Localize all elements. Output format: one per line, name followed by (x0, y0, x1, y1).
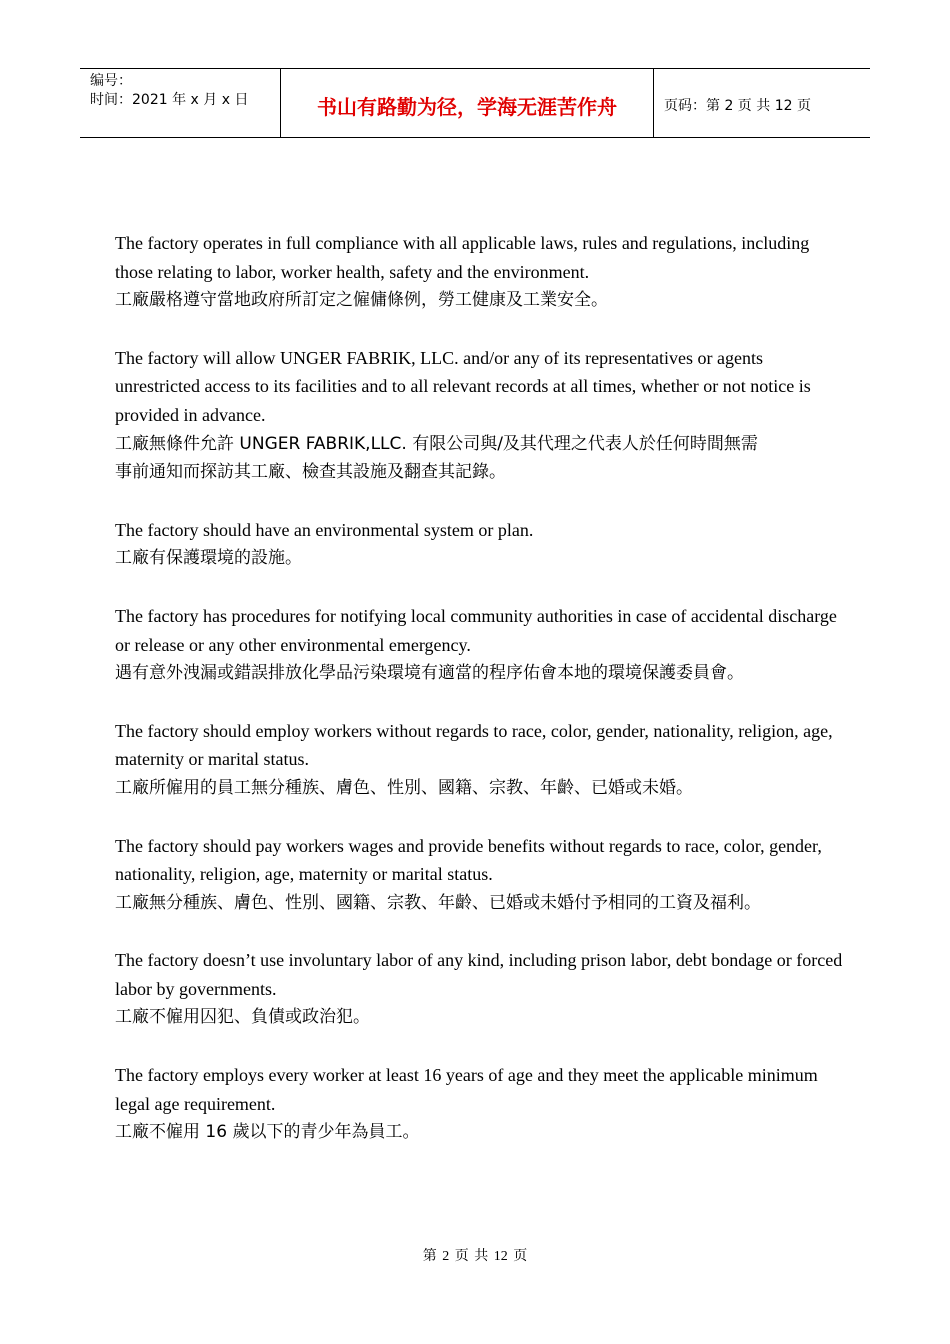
chinese-text: 工廠嚴格遵守當地政府所訂定之僱傭條例，勞工健康及工業安全。 (115, 290, 608, 311)
paragraph (115, 602, 845, 688)
page-header (80, 68, 870, 138)
chinese-text: 工廠所僱用的員工無分種族、膚色、性別、國籍、宗教、年齡、已婚或未婚。 (115, 777, 693, 798)
paragraph (115, 946, 845, 1032)
header-motto: 书山有路勤为径，学海无涯苦作舟 (281, 69, 654, 137)
paragraph (115, 344, 845, 487)
paragraph (115, 832, 845, 918)
paragraph (115, 229, 845, 315)
paragraph (115, 1061, 845, 1147)
english-text: The factory will allow UNGER FABRIK, LLC. and/or any of its representatives or agents unrestricted access to its facilities and to all relevant records at all times, whether or not notice is provided in advance. (115, 347, 811, 425)
english-text: The factory doesn’t use involuntary labor of any kind, including prison labor, debt bondage or forced labor by governments. (115, 950, 843, 999)
chinese-text: 工廠有保護環境的設施。 (115, 548, 302, 569)
chinese-text: 工廠無分種族、膚色、性別、國籍、宗教、年齡、已婚或未婚付予相同的工資及福利。 (115, 892, 761, 913)
header-page-info: 页码：第 2 页 共 12 页 (664, 98, 811, 114)
footer-page-number: 第 2 页 共 12 页 (422, 1249, 528, 1264)
paragraph (115, 516, 845, 573)
chinese-text: 遇有意外洩漏或錯誤排放化學品污染環境有適當的程序佑會本地的環境保護委員會。 (115, 663, 744, 684)
header-meta (80, 69, 281, 137)
english-text: The factory employs every worker at least 16 years of age and they meet the applicable minimum legal age requirement. (115, 1065, 818, 1114)
document-date: 时间：2021 年 x 月 x 日 (90, 92, 249, 108)
english-text: The factory has procedures for notifying local community authorities in case of accidental discharge or release or any other environmental emergency. (115, 605, 837, 655)
chinese-text: 工廠不僱用囚犯、負債或政治犯。 (115, 1007, 370, 1028)
english-text: The factory should pay workers wages and provide benefits without regards to race, color, gender, nationality, religion, age, maternity or marital status. (115, 835, 822, 885)
paragraph (115, 717, 845, 803)
document-body (115, 229, 845, 1176)
chinese-text: 工廠無條件允許 UNGER FABRIK,LLC. 有限公司與/及其代理之代表人於任何時間無需 (115, 433, 758, 454)
english-text: The factory should employ workers without regards to race, color, gender, nationality, religion, age, maternity or marital status. (115, 720, 833, 770)
chinese-text: 事前通知而探訪其工廠、檢查其設施及翻查其記錄。 (115, 462, 506, 483)
document-number-label: 编号： (90, 73, 132, 89)
english-text: The factory should have an environmental system or plan. (115, 519, 534, 540)
chinese-text: 工廠不僱用 16 歲以下的青少年為員工。 (115, 1122, 420, 1143)
page-footer (0, 1245, 950, 1265)
english-text: The factory operates in full compliance with all applicable laws, rules and regulations, including those relating to labor, worker health, safety and the environment. (115, 233, 810, 282)
